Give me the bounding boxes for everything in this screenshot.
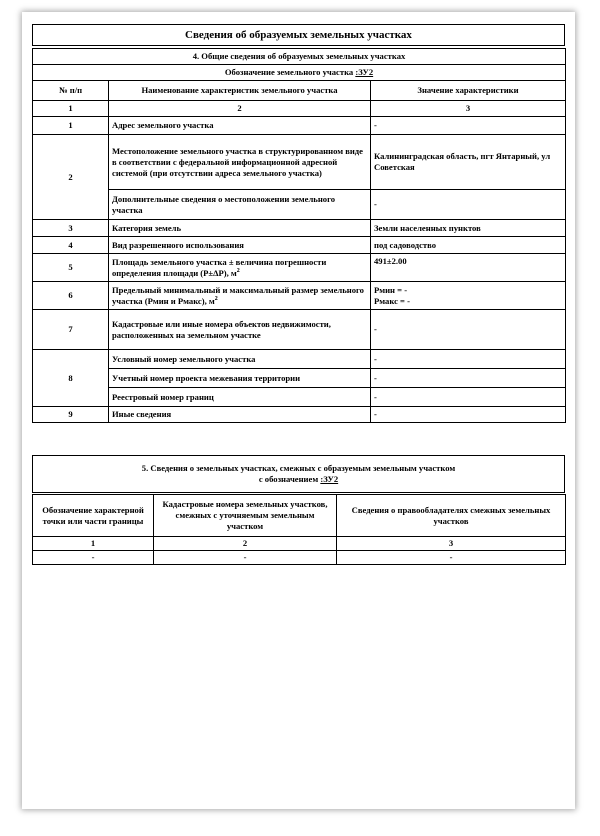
col-header-name: Наименование характеристик земельного участка [109, 81, 371, 101]
row-name [109, 282, 371, 310]
table-row [33, 254, 566, 282]
row-number: 8 [33, 350, 109, 407]
row-name: Реестровый номер границ [109, 388, 371, 407]
row-name: Дополнительные сведения о местоположении земельного участка [109, 190, 371, 220]
col-number: 1 [33, 537, 154, 551]
row-value: - [371, 350, 566, 369]
row-value: - [371, 369, 566, 388]
col-number: 3 [337, 537, 566, 551]
row-value: - [371, 190, 566, 220]
table-row [33, 388, 566, 407]
row-value: - [371, 407, 566, 423]
row-value: - [371, 388, 566, 407]
document-title: Сведения об образуемых земельных участках [33, 25, 565, 46]
col-number: 1 [33, 101, 109, 117]
row-value: под садоводство [371, 237, 566, 254]
table-row [33, 237, 566, 254]
row-value: - [371, 117, 566, 135]
table-row [33, 551, 566, 565]
min-size-value: Pмин = - [374, 284, 408, 295]
table-row [33, 310, 566, 350]
row-value: 491±2.00 [371, 254, 566, 282]
row-name: Вид разрешенного использования [109, 237, 371, 254]
row-number: 4 [33, 237, 109, 254]
row-number: 5 [33, 254, 109, 282]
cell-point: - [33, 551, 154, 565]
document-page [22, 12, 575, 809]
section5-heading [33, 456, 565, 493]
cell-cadastral: - [154, 551, 337, 565]
table-row [33, 369, 566, 388]
row-value: Земли населенных пунктов [371, 220, 566, 237]
section4-heading: 4. Общие сведения об образуемых земельных участках [33, 49, 566, 65]
row-name [109, 254, 371, 282]
table-row [33, 350, 566, 369]
table-row [33, 117, 566, 135]
size-label: Предельный минимальный и максимальный размер земельного участка (Pмин и Pмакс), м [112, 284, 364, 306]
row-name: Иные сведения [109, 407, 371, 423]
col-number: 3 [371, 101, 566, 117]
row-name: Адрес земельного участка [109, 117, 371, 135]
col-header-value: Значение характеристики [371, 81, 566, 101]
section4-designation [33, 65, 566, 81]
row-number: 9 [33, 407, 109, 423]
row-name: Условный номер земельного участка [109, 350, 371, 369]
section5-heading-box [32, 455, 565, 493]
section5-title: 5. Сведения о земельных участках, смежных с образуемым земельным участком [141, 463, 456, 473]
designation-value: :ЗУ2 [320, 474, 339, 484]
col-header-cadastral: Кадастровые номера земельных участков, смежных с уточняемым земельным участком [154, 495, 337, 537]
row-number: 7 [33, 310, 109, 350]
document-title-box [32, 24, 565, 46]
designation-label: Обозначение земельного участка [224, 67, 354, 77]
designation-label: с обозначением [258, 474, 319, 484]
row-name: Учетный номер проекта межевания территории [109, 369, 371, 388]
col-header-owners: Сведения о правообладателях смежных земельных участков [337, 495, 566, 537]
max-size-value: Pмакс = - [374, 295, 410, 306]
row-value: - [371, 310, 566, 350]
row-value [371, 282, 566, 310]
row-value: Калининградская область, пгт Янтарный, ул Советская [371, 135, 566, 190]
col-number: 2 [154, 537, 337, 551]
cell-owners: - [337, 551, 566, 565]
row-name: Местоположение земельного участка в структурированном виде в соответствии с федеральной информационной адресной системой (при отсутствии адреса земельного участка) [109, 135, 371, 190]
row-number: 2 [33, 135, 109, 220]
table-row [33, 407, 566, 423]
table-row [33, 190, 566, 220]
col-header-point: Обозначение характерной точки или части границы [33, 495, 154, 537]
row-number: 3 [33, 220, 109, 237]
adjacent-parcels-table [32, 494, 566, 565]
unit-superscript: 2 [236, 267, 240, 274]
unit-superscript: 2 [214, 295, 218, 302]
general-info-table [32, 48, 566, 423]
col-number: 2 [109, 101, 371, 117]
row-name: Кадастровые или иные номера объектов недвижимости, расположенных на земельном участке [109, 310, 371, 350]
row-number: 1 [33, 117, 109, 135]
designation-value: :ЗУ2 [355, 67, 374, 77]
table-row [33, 135, 566, 190]
area-label: Площадь земельного участка ± величина погрешности определения площади (P±ΔP), м [112, 256, 327, 278]
table-row [33, 282, 566, 310]
table-row [33, 220, 566, 237]
col-header-num: № п/п [33, 81, 109, 101]
row-number: 6 [33, 282, 109, 310]
row-name: Категория земель [109, 220, 371, 237]
